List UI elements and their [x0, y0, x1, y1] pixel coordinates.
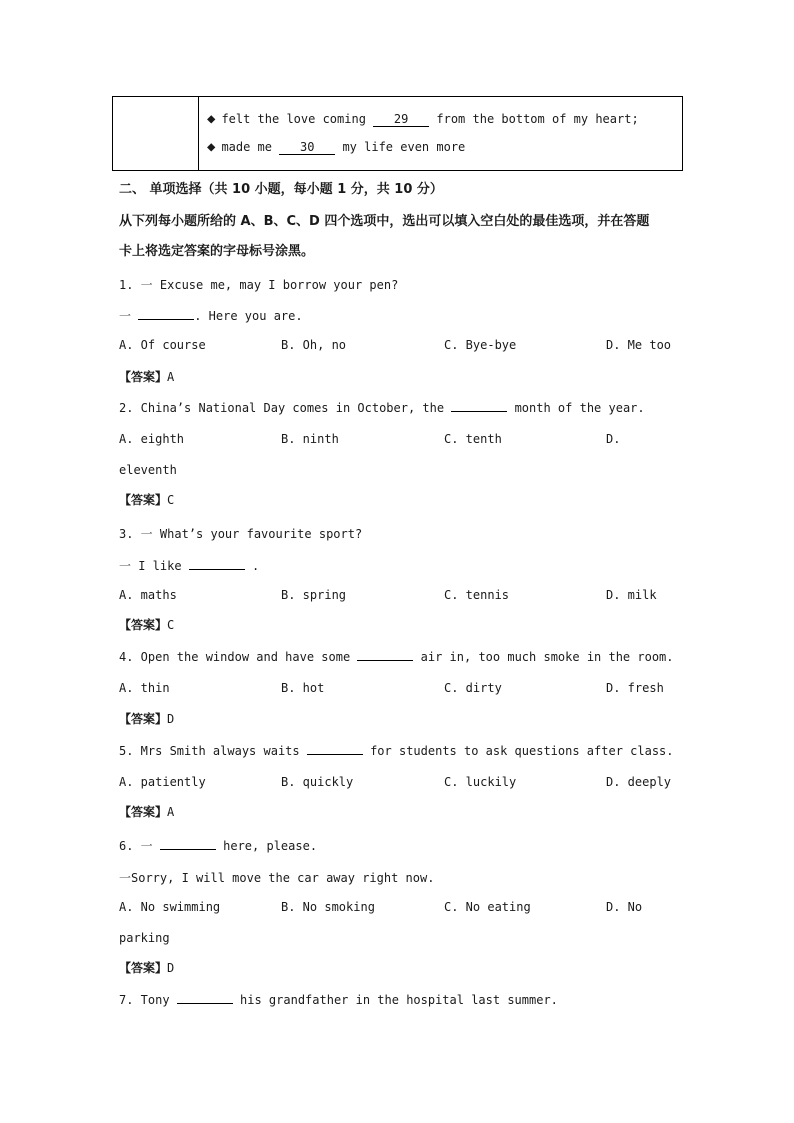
answer-label: 【答案】 — [119, 370, 168, 384]
question-3-stem: 3. 一 What’s your favourite sport? — [119, 527, 363, 541]
question-3-line2 — [119, 557, 259, 574]
q1-text: . Here you are. — [194, 309, 303, 323]
table-empty-cell — [113, 97, 199, 171]
answer-blank — [357, 650, 413, 661]
option-c: C. tennis — [444, 588, 510, 602]
q2-text: 2. China’s National Day comes in October, the — [119, 401, 452, 415]
q6-text: 6. 一 — [119, 839, 160, 853]
option-a: A. maths — [119, 588, 177, 602]
q4-text: 4. Open the window and have some — [119, 650, 358, 664]
answer-label: 【答案】 — [119, 805, 168, 819]
option-b: B. spring — [281, 588, 347, 602]
section-heading: 二、 单项选择（共 10 小题，每小题 1 分，共 10 分） — [119, 182, 443, 197]
answer-blank — [307, 744, 363, 755]
option-b: B. Oh, no — [281, 338, 347, 352]
answer-blank — [451, 401, 507, 412]
question-6-stem — [119, 837, 317, 854]
q7-text: his grandfather in the hospital last summer. — [232, 993, 558, 1007]
answer-value: A — [167, 370, 175, 384]
q6-text: here, please. — [215, 839, 318, 853]
option-d: D. Me too — [606, 338, 672, 352]
option-c: C. Bye-bye — [444, 338, 517, 352]
q4-text: air in, too much smoke in the room. — [413, 650, 674, 664]
question-7-stem — [119, 993, 558, 1007]
answer-blank — [177, 993, 233, 1004]
answer-blank — [138, 309, 194, 320]
option-d: D. milk — [606, 588, 657, 602]
option-c: C. tenth — [444, 432, 502, 446]
instruction-line-2: 卡上将选定答案的字母标号涂黑。 — [119, 244, 315, 259]
table-row — [199, 97, 683, 171]
answer-label: 【答案】 — [119, 961, 168, 975]
option-b: B. No smoking — [281, 900, 375, 914]
question-6-line2: 一Sorry, I will move the car away right now. — [119, 871, 435, 885]
answer-5 — [119, 803, 174, 820]
option-a: A. eighth — [119, 432, 185, 446]
cloze-table — [112, 96, 683, 171]
blank-30: 30 — [279, 140, 335, 155]
option-c: C. No eating — [444, 900, 531, 914]
instruction-line-1: 从下列每小题所给的 A、B、C、D 四个选项中，选出可以填入空白处的最佳选项，并在答题 — [119, 214, 650, 229]
option-d: D. fresh — [606, 681, 664, 695]
answer-label: 【答案】 — [119, 712, 168, 726]
option-d-continued: parking — [119, 931, 170, 945]
answer-1 — [119, 368, 174, 385]
answer-4 — [119, 710, 174, 727]
question-2-stem — [119, 401, 645, 415]
answer-6 — [119, 959, 174, 976]
q5-text: for students to ask questions after class. — [362, 744, 674, 758]
answer-value: D — [167, 961, 175, 975]
question-1-line2 — [119, 307, 303, 324]
answer-value: A — [167, 805, 175, 819]
option-a: A. Of course — [119, 338, 206, 352]
answer-value: C — [167, 493, 175, 507]
answer-2 — [119, 491, 174, 508]
option-c: C. dirty — [444, 681, 502, 695]
option-b: B. quickly — [281, 775, 354, 789]
question-1-stem: 1. 一 Excuse me, may I borrow your pen? — [119, 278, 399, 292]
table-text: from the bottom of my heart; — [429, 112, 639, 126]
bullet-diamond-icon: ◆ — [207, 139, 216, 155]
q1-dash: 一 — [119, 309, 139, 323]
option-c: C. luckily — [444, 775, 517, 789]
answer-value: D — [167, 712, 175, 726]
bullet-diamond-icon: ◆ — [207, 111, 216, 127]
answer-blank — [160, 839, 216, 850]
answer-label: 【答案】 — [119, 493, 168, 507]
option-b: B. ninth — [281, 432, 339, 446]
option-d: D. — [606, 432, 621, 446]
option-a: A. patiently — [119, 775, 206, 789]
table-text: felt the love coming — [221, 112, 374, 126]
table-text: my life even more — [335, 140, 466, 154]
answer-3 — [119, 616, 174, 633]
option-d: D. deeply — [606, 775, 672, 789]
answer-value: C — [167, 618, 175, 632]
q2-text: month of the year. — [507, 401, 645, 415]
question-4-stem — [119, 650, 674, 664]
answer-label: 【答案】 — [119, 618, 168, 632]
option-a: A. No swimming — [119, 900, 221, 914]
option-d-continued: eleventh — [119, 463, 177, 477]
q3-text: . — [244, 559, 260, 573]
option-d: D. No — [606, 900, 643, 914]
q5-text: 5. Mrs Smith always waits — [119, 744, 307, 758]
option-a: A. thin — [119, 681, 170, 695]
q3-text: 一 I like — [119, 559, 189, 573]
answer-blank — [189, 559, 245, 570]
blank-29: 29 — [373, 112, 429, 127]
option-b: B. hot — [281, 681, 325, 695]
q7-text: 7. Tony — [119, 993, 177, 1007]
table-text: made me — [221, 140, 280, 154]
question-5-stem — [119, 744, 674, 758]
